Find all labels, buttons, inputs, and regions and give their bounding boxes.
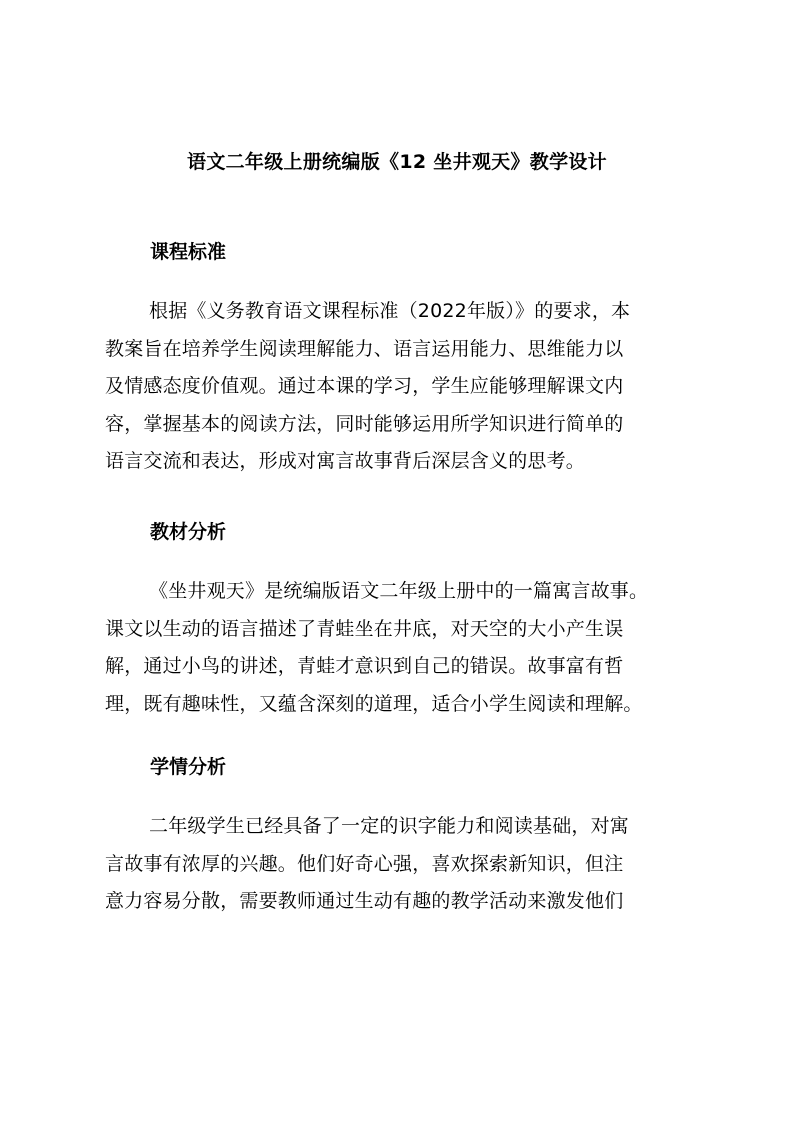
paragraph-line: 意力容易分散，需要教师通过生动有趣的教学活动来激发他们 [105, 890, 624, 913]
section-paragraph-curriculum-standard [105, 293, 745, 481]
paragraph-line: 解，通过小鸟的讲述，青蛙才意识到自己的错误。故事富有哲 [105, 655, 624, 678]
section-paragraph-textbook-analysis [105, 573, 745, 723]
paragraph-line: 及情感态度价值观。通过本课的学习，学生应能够理解课文内 [105, 375, 624, 398]
paragraph-line: 《坐井观天》是统编版语文二年级上册中的一篇寓言故事。 [149, 580, 649, 602]
paragraph-line: 言故事有浓厚的兴趣。他们好奇心强，喜欢探索新知识，但注 [105, 852, 624, 875]
section-heading-textbook-analysis: 教材分析 [150, 521, 227, 543]
paragraph-line: 容，掌握基本的阅读方法，同时能够运用所学知识进行简单的 [105, 412, 624, 435]
document-title: 语文二年级上册统编版《12 坐井观天》教学设计 [187, 151, 607, 173]
paragraph-line: 课文以生动的语言描述了青蛙坐在井底，对天空的大小产生误 [105, 617, 624, 640]
paragraph-line: 理，既有趣味性，又蕴含深刻的道理，适合小学生阅读和理解。 [105, 692, 643, 715]
section-heading-learner-analysis: 学情分析 [150, 756, 227, 778]
section-heading-curriculum-standard: 课程标准 [150, 241, 227, 263]
section-paragraph-learner-analysis [105, 808, 745, 921]
paragraph-line: 根据《义务教育语文课程标准（2022年版）》的要求，本 [149, 300, 631, 322]
paragraph-line: 语言交流和表达，形成对寓言故事背后深层含义的思考。 [105, 450, 586, 473]
paragraph-line: 教案旨在培养学生阅读理解能力、语言运用能力、思维能力以 [105, 337, 624, 360]
paragraph-line: 二年级学生已经具备了一定的识字能力和阅读基础，对寓 [149, 815, 630, 837]
